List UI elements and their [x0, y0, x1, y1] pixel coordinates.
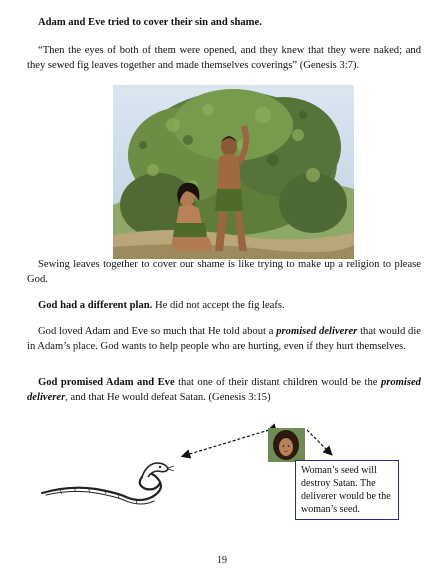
adam-and-eve-illustration	[113, 85, 354, 259]
quote-paragraph: “Then the eyes of both of them were opened, and they knew that they were naked; and they sewed fig leaves together and made themselves coverings” (Genesis 3:7).	[27, 45, 421, 71]
promise-bold: God promised Adam and Eve	[38, 377, 175, 388]
loved-paragraph	[27, 324, 421, 354]
loved-part1: God loved Adam and Eve so much that He told about a	[38, 326, 277, 337]
serpent-icon	[40, 459, 175, 507]
sewing-paragraph: Sewing leaves together to cover our shame is like trying to make up a religion to please God.	[27, 259, 421, 285]
loved-part2: that would die in Adam’s place. God wants to help people who are hurting, even if they hurt themselves.	[27, 326, 421, 352]
woman-head-icon	[268, 428, 305, 462]
callout-box	[295, 460, 399, 520]
promise-part1: that one of their distant children would be the	[174, 377, 381, 388]
plan-bold: God had a different plan.	[38, 300, 153, 311]
callout-text: Woman’s seed will destroy Satan. The deliverer would be the woman’s seed.	[301, 465, 391, 515]
promise-paragraph	[27, 375, 421, 405]
heading: Adam and Eve tried to cover their sin and shame.	[38, 17, 262, 28]
plan-paragraph	[27, 298, 421, 313]
promise-part2: , and that He would defeat Satan. (Genesis 3:15)	[65, 392, 271, 403]
page-number: 19	[217, 555, 227, 566]
plan-rest: He did not accept the fig leafs.	[152, 300, 285, 311]
loved-emphasis: promised deliverer	[276, 326, 358, 337]
promise-emphasis: promised deliverer	[27, 377, 421, 403]
